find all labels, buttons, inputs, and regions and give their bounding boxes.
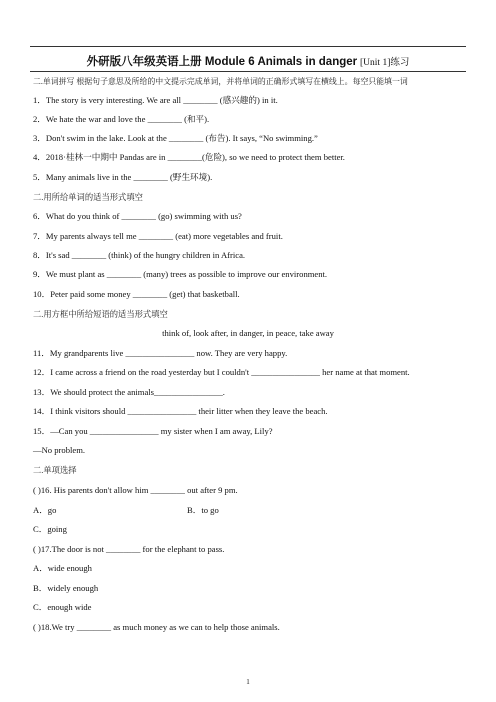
top-rule [30, 46, 466, 47]
page-number: 1 [246, 678, 250, 686]
section-heading-phrases: 二.用方框中所给短语的适当形式填空 [33, 310, 168, 319]
question-6: 6．What do you think of ________ (go) swimming with us? [33, 211, 242, 221]
question-9: 9．We must plant as ________ (many) trees as possible to improve our environment. [33, 269, 328, 279]
page-title [0, 55, 496, 70]
question-17: ( )17.The door is not ________ for the elephant to pass. [33, 544, 225, 554]
section-heading-spelling: 二.单词拼写 根据句子意思及所给的中文提示完成单词，并将单词的正确形式填写在横线上。每空只能填一词 [33, 77, 408, 86]
question-15: 15．—Can you ________________ my sister when I am away, Lily? [33, 426, 273, 436]
section-heading-multiple-choice: 二.单项选择 [33, 466, 77, 475]
section-heading-word-forms: 二.用所给单词的适当形式填空 [33, 193, 143, 202]
question-4: 4．2018·桂林一中期中 Pandas are in ________(危险), so we need to protect them better. [33, 152, 345, 162]
question-5: 5．Many animals live in the ________ (野生环境). [33, 172, 213, 182]
title-rule [30, 71, 466, 72]
question-13: 13．We should protect the animals________________. [33, 387, 225, 397]
question-16-option-b: B．to go [187, 505, 219, 515]
question-10: 10．Peter paid some money ________ (get) that basketball. [33, 289, 240, 299]
question-8: 8．It's sad ________ (think) of the hungry children in Africa. [33, 250, 246, 260]
question-12: 12．I came across a friend on the road yesterday but I couldn't ________________ her name at that moment. [33, 367, 410, 377]
question-11: 11．My grandparents live ________________ now. They are very happy. [33, 348, 288, 358]
question-17-option-a: A．wide enough [33, 563, 92, 573]
question-14: 14．I think visitors should ________________ their litter when they leave the beach. [33, 406, 328, 416]
question-2: 2．We hate the war and love the ________ (和平). [33, 114, 210, 124]
phrase-box: think of, look after, in danger, in peace, take away [162, 328, 334, 338]
question-18: ( )18.We try ________ as much money as we can to help those animals. [33, 622, 280, 632]
question-3: 3．Don't swim in the lake. Look at the ________ (布告). It says, “No swimming.” [33, 133, 318, 143]
question-1: 1．The story is very interesting. We are all ________ (感兴趣的) in it. [33, 95, 278, 105]
question-16-option-a: A．go [33, 505, 57, 515]
question-17-option-b: B．widely enough [33, 583, 99, 593]
title-unit: [Unit 1]练习 [360, 58, 410, 68]
question-17-option-c: C．enough wide [33, 602, 92, 612]
question-7: 7．My parents always tell me ________ (eat) more vegetables and fruit. [33, 231, 283, 241]
question-16-option-c: C．going [33, 524, 67, 534]
question-16: ( )16. His parents don't allow him ________ out after 9 pm. [33, 485, 238, 495]
title-main: 外研版八年级英语上册 Module 6 Animals in danger [86, 56, 358, 68]
question-15-answer: —No problem. [33, 445, 86, 455]
